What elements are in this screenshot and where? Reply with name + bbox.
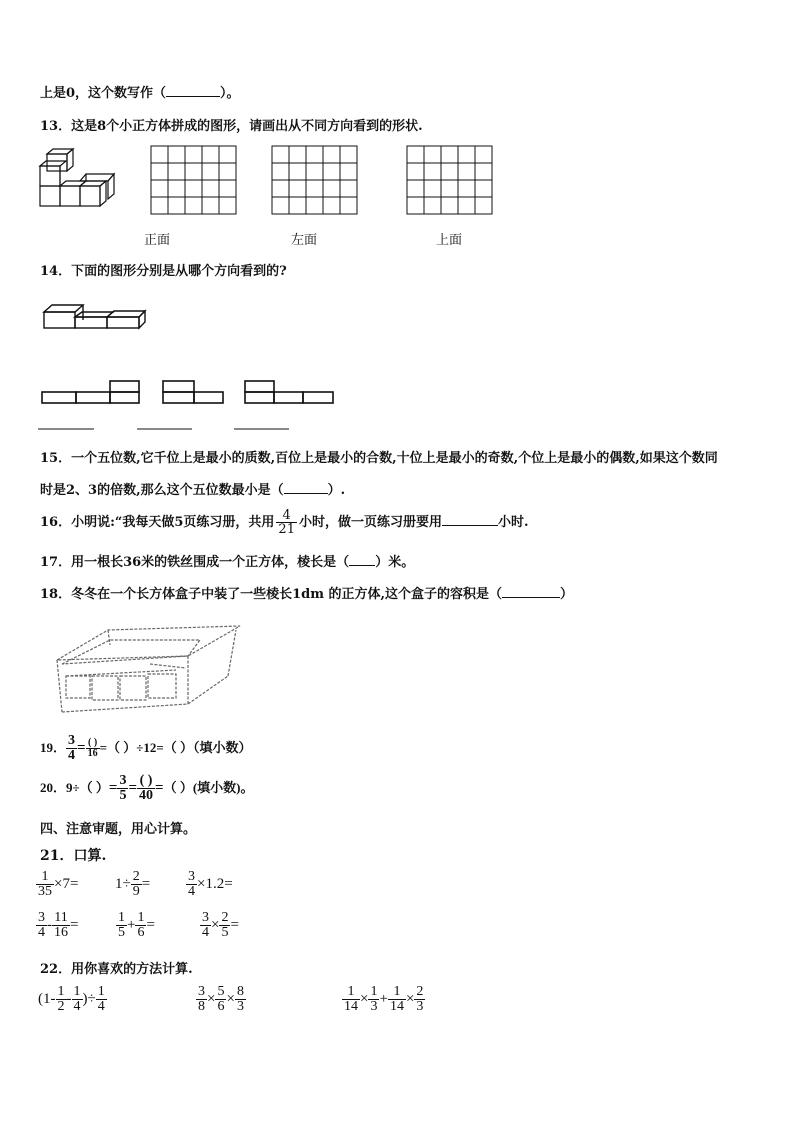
equals: = [77,739,86,756]
q16-post: 小时. [497,515,529,530]
label-top: 上面 [436,233,463,248]
operator: × [360,990,369,1007]
q18-number: 18． [40,587,72,602]
denominator: 9 [132,884,140,899]
q20-fraction-2 [137,774,155,803]
denominator: 3 [370,999,378,1014]
denominator: 21 [278,522,295,537]
numerator: 1 [41,869,49,884]
q22-expression-2 [196,985,246,1014]
q15-text-2: 时是2、3的倍数,那么这个五位数最小是（ [40,483,284,498]
operator: )÷ [82,990,96,1007]
denominator: 6 [217,999,225,1014]
q15-text-1: 一个五位数,它千位上是最小的质数,百位上是最小的合数,十位上是最小的奇数,个位上是最小的偶数,如果这个数同 [71,451,718,466]
operator: × [207,990,216,1007]
q19-fraction-2 [86,738,100,759]
q15-number: 15． [40,451,72,466]
q21-item-2 [115,870,150,899]
denominator: 40 [139,788,154,803]
q22-title: 用你喜欢的方法计算. [71,962,193,977]
q22-number: 22． [40,962,72,977]
denominator: 3 [236,999,244,1014]
denominator: 5 [118,925,125,940]
fraction [414,985,425,1014]
q20-prompt [40,774,254,803]
denominator: 16 [54,925,68,940]
denominator: 3 [416,999,424,1014]
numerator: 3 [188,869,195,884]
numerator: ( ) [139,773,153,788]
denominator: 5 [221,925,229,940]
q14-text: 下面的图形分别是从哪个方向看到的? [71,264,287,279]
numerator: 1 [97,984,105,999]
operator: - [66,990,72,1007]
q17-pre: 用一根长36米的铁丝围成一个正方体，棱长是（ [71,555,350,570]
numerator: 1 [370,984,378,999]
q21-item-6 [200,911,239,940]
fraction [196,985,207,1014]
q16-pre: 小明说:“我每天做5页练习册，共用 [71,515,275,530]
fraction [52,911,70,940]
operator: × [226,990,235,1007]
q12-tail-close: ）。 [220,86,240,101]
section-heading: 四、注意审题，用心计算。 [40,822,197,837]
numerator: ( ) [87,737,98,748]
numerator: 1 [347,984,355,999]
q19-rest: =（ ）÷12=（ ）（填小数） [99,739,252,755]
box-sketch [57,626,240,712]
numerator: 1 [57,984,65,999]
q18-post: ） [560,587,574,602]
numerator: 3 [198,984,205,999]
fraction [368,985,379,1014]
q16-mid: 小时，做一页练习册要用 [298,515,442,530]
fraction [215,985,226,1014]
denominator: 5 [119,788,127,803]
numerator: 1 [393,984,401,999]
q22-expression-1 [38,985,107,1014]
operator: + [379,990,388,1007]
q20-number: 20． [40,779,67,795]
fraction [56,985,67,1014]
fraction [200,911,211,940]
numerator: 1 [118,910,125,925]
q21-item-5 [116,911,155,940]
fraction [135,911,146,940]
label-front: 正面 [144,233,171,248]
q18-pre: 冬冬在一个长方体盒子中装了一些棱长1dm 的正方体,这个盒子的容积是（ [71,587,503,602]
q20-fraction-1 [117,774,128,803]
equals: = [230,916,239,933]
denominator: 14 [389,999,404,1014]
q14-number: 14． [40,264,72,279]
q17-post: ）米。 [375,555,415,570]
numerator: 3 [119,773,127,788]
denominator: 4 [97,999,105,1014]
q21-title: 口算. [73,848,107,864]
q13-number: 13． [40,119,72,134]
denominator: 4 [188,884,195,899]
q20-pre: 9÷（ ） [66,779,109,795]
fraction [235,985,246,1014]
equals: = [108,779,118,796]
operator: × [405,990,415,1007]
numerator: 1 [73,984,81,999]
denominator: 4 [202,925,209,940]
q22-prompt [40,958,193,977]
numerator: 2 [221,910,229,925]
numerator: 3 [68,733,76,748]
q21-item-3 [186,870,233,899]
denominator: 4 [68,748,76,763]
q12-tail-text: 上是0，这个数写作（ [40,86,167,101]
q20-post: （ ）(填小数)。 [163,779,254,795]
equals: = [70,916,79,933]
q19-fraction-1 [66,734,77,763]
q21-item-1 [36,870,78,899]
q21-number: 21． [40,848,74,864]
q19-prompt [40,734,252,763]
equals: = [128,779,138,796]
fraction [96,985,107,1014]
operation: ×1.2= [197,875,233,892]
operator: - [47,916,52,933]
denominator: 35 [38,884,52,899]
q16-number: 16． [40,515,72,530]
fraction [131,870,142,899]
numerator: 3 [38,910,45,925]
equals: = [146,916,155,933]
numerator: 1 [137,910,145,925]
fraction [116,911,127,940]
denominator: 14 [344,999,358,1014]
equals: = [155,779,164,796]
q21-item-4 [36,911,78,940]
fraction [186,870,197,899]
denominator: 8 [198,999,205,1014]
numerator: 4 [282,508,291,523]
operator: + [127,916,136,933]
denominator: 4 [38,925,45,940]
operation: ×7= [54,875,79,892]
numerator: 2 [132,869,140,884]
numerator: 2 [416,984,424,999]
q22-expression-3 [342,985,425,1014]
fraction [388,985,406,1014]
numerator: 8 [236,984,244,999]
q17-number: 17． [40,555,72,570]
numerator: 3 [202,910,209,925]
prefix: (1- [38,990,56,1007]
numerator: 11 [54,910,68,925]
fraction [342,985,360,1014]
q19-number: 19． [40,739,67,755]
operation: = [141,875,151,892]
prefix: 1÷ [115,875,131,892]
q13-text: 这是8个小正方体拼成的图形，请画出从不同方向看到的形状. [71,119,423,134]
label-left: 左面 [291,233,318,248]
denominator: 16 [87,748,98,759]
fraction [72,985,83,1014]
numerator: 5 [217,984,225,999]
denominator: 6 [137,925,145,940]
q15-close: ）. [327,483,346,498]
q21-prompt [40,845,106,865]
fraction [36,870,54,899]
fraction [36,911,47,940]
operator: × [211,916,220,933]
denominator: 4 [73,999,81,1014]
denominator: 2 [57,999,65,1014]
fraction [219,911,230,940]
